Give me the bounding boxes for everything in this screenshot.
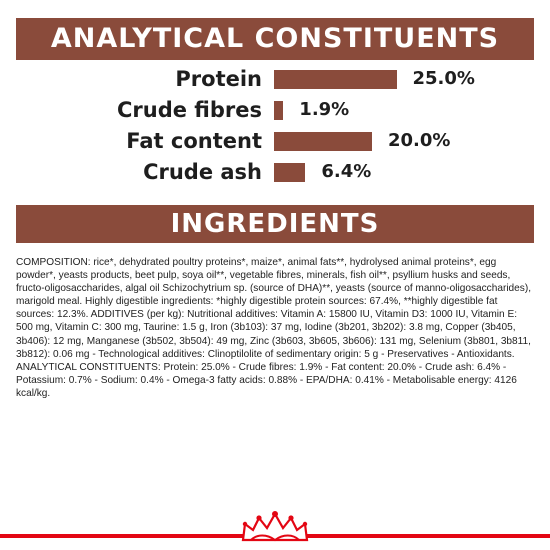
ingredients-title: INGREDIENTS [170, 209, 380, 239]
crown-jewel [288, 515, 293, 520]
constituent-value: 25.0% [412, 68, 475, 89]
constituent-bar [274, 132, 372, 151]
constituent-label: Crude ash [143, 160, 262, 184]
constituent-row-fat-content [0, 126, 550, 156]
ingredients-text: COMPOSITION: rice*, dehydrated poultry proteins*, maize*, animal fats**, hydrolysed animal proteins*, egg powder*, yeasts products, beet pulp, soya oil**, vegetable fibres, minerals, fish oil**, psyllium husks and seeds, fructo-oligosaccharides, algal oil Schizochytrium sp. (source of DHA)**, yeasts (source of manno-oligosaccharides), marigold meal. Highly digestible ingredients: *highly digestible protein sources: 67.4%, **highly digestible fat sources: 12.3%. ADDITIVES (per kg): Nutritional additives: Vitamin A: 15800 IU, Vitamin D3: 1000 IU, Vitamin E: 500 mg, Vitamin C: 300 mg, Taurine: 1.5 g, Iron (3b103): 37 mg, Iodine (3b201, 3b202): 3.8 mg, Copper (3b405, 3b406): 12 mg, Manganese (3b502, 3b504): 49 mg, Zinc (3b603, 3b605, 3b606): 131 mg, Selenium (3b801, 3b811, 3b812): 0.06 mg - Technological additives: Clinoptilolite of sedimentary origin: 5 g - Preservatives - Antioxidants. ANALYTICAL CONSTITUENTS: Protein: 25.0% - Crude fibres: 1.9% - Fat content: 20.0% - Crude ash: 6.4% - Potassium: 0.7% - Sodium: 0.4% - Omega-3 fatty acids: 0.88% - EPA/DHA: 0.41% - Metabolisable energy: 4126 kcal/kg. [16, 257, 531, 399]
crown-jewel [243, 522, 247, 526]
analytical-constituents-banner [16, 18, 534, 60]
constituent-bar [274, 70, 397, 89]
constituent-label: Protein [175, 67, 262, 91]
crown-outline [243, 514, 307, 540]
constituent-bar [274, 101, 283, 120]
constituent-row-crude-ash [0, 157, 550, 187]
analytical-constituents-title: ANALYTICAL CONSTITUENTS [50, 23, 500, 54]
constituent-row-protein [0, 64, 550, 94]
crown-jewel [303, 522, 307, 526]
royal-crown-icon [243, 511, 307, 540]
constituent-value: 20.0% [388, 130, 451, 151]
constituent-value: 1.9% [299, 99, 350, 120]
footer-brand [0, 510, 550, 550]
crown-jewel [256, 515, 261, 520]
constituent-label: Fat content [126, 129, 262, 153]
constituent-value: 6.4% [321, 161, 372, 182]
constituent-label: Crude fibres [116, 98, 262, 122]
ingredients-banner [16, 205, 534, 243]
constituent-row-crude-fibres [0, 95, 550, 125]
constituent-bar [274, 163, 305, 182]
crown-jewel [272, 511, 278, 517]
